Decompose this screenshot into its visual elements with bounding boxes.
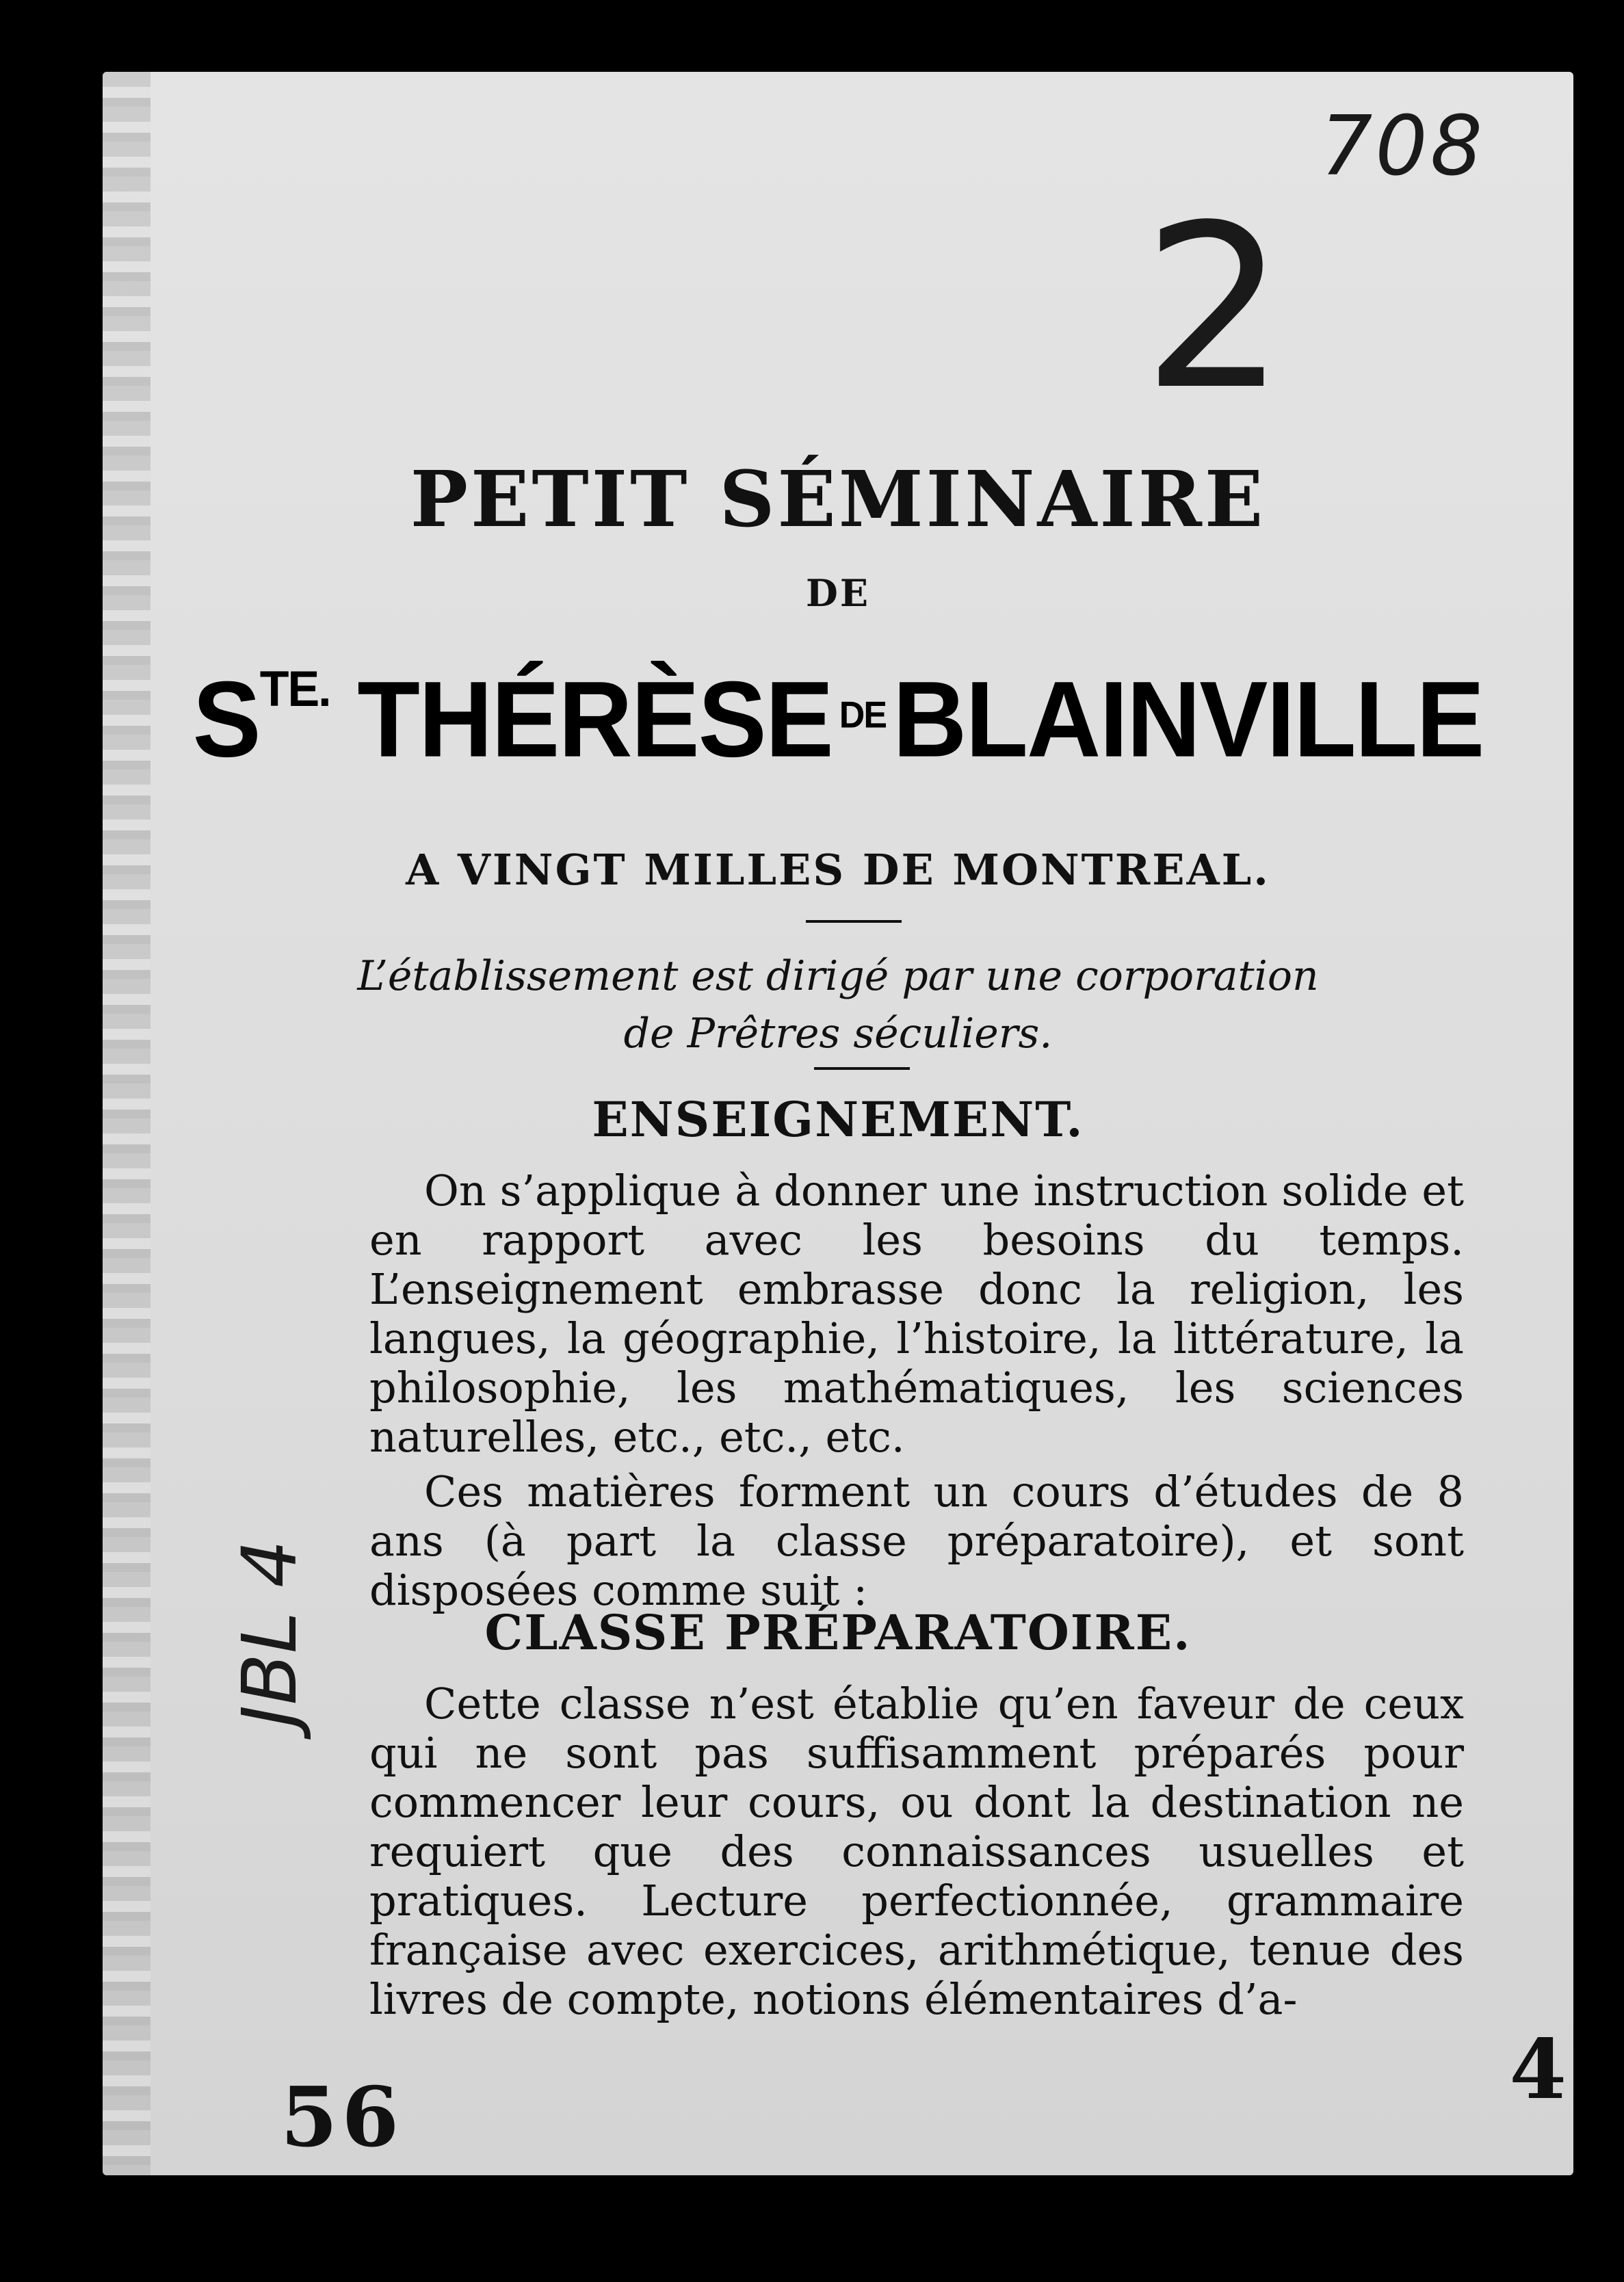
- name-mid: DE: [839, 694, 887, 737]
- page-title: PETIT SÉMINAIRE: [410, 455, 1266, 545]
- paragraph: [369, 1679, 1464, 2024]
- subtitle: A VINGT MILLES DE MONTREAL.: [406, 845, 1270, 895]
- name-part2: BLAINVILLE: [893, 658, 1484, 780]
- paragraph-text: Cette classe n’est établie qu’en faveur de ceux qui ne sont pas suffisamment préparés pour commencer leur cours, ou dont la destination ne requiert que des connaissances usuelles et pratiques. Lecture perfectionnée, grammaire française avec exercices, arithmétique, tenue des livres de compte, notions élémentaires d’a-: [369, 1679, 1464, 2024]
- paragraph-text: Ces matières forment un cours d’études de 8 ans (à part la classe préparatoire), et sont disposées comme suit :: [369, 1467, 1464, 1615]
- name-part1: THÉRÈSE: [357, 658, 833, 780]
- name-prefix: S: [192, 658, 260, 780]
- corner-number: 4: [1509, 2021, 1567, 2118]
- divider: [814, 1067, 910, 1070]
- paragraph: [369, 1467, 1464, 1615]
- handwritten-number-top: 708: [1320, 99, 1486, 194]
- tagline: [103, 947, 1573, 1062]
- name-prefix-sup: TE.: [259, 660, 330, 717]
- handwritten-mark: 2: [1142, 176, 1286, 439]
- paragraph: [369, 1166, 1464, 1462]
- section-heading-preparatoire: CLASSE PRÉPARATOIRE.: [484, 1604, 1192, 1661]
- document-page: [103, 72, 1573, 2175]
- handwritten-side-note: JBL 4: [226, 1539, 313, 1727]
- page-number: 56: [280, 2069, 403, 2166]
- title-de: DE: [806, 571, 870, 615]
- divider: [806, 920, 902, 923]
- tagline-line1: L’établissement est dirigé par une corporation: [357, 952, 1319, 1000]
- section-heading-enseignement: ENSEIGNEMENT.: [592, 1091, 1084, 1148]
- institution-name: [103, 657, 1573, 782]
- paragraph-text: On s’applique à donner une instruction solide et en rapport avec les besoins du temps. L’enseignement embrasse donc la religion, les langues, la géographie, l’histoire, la littérature, la philosophie, les mathématiques, les sciences naturelles, etc., etc., etc.: [369, 1166, 1464, 1462]
- tagline-line2: de Prêtres séculiers.: [623, 1010, 1053, 1058]
